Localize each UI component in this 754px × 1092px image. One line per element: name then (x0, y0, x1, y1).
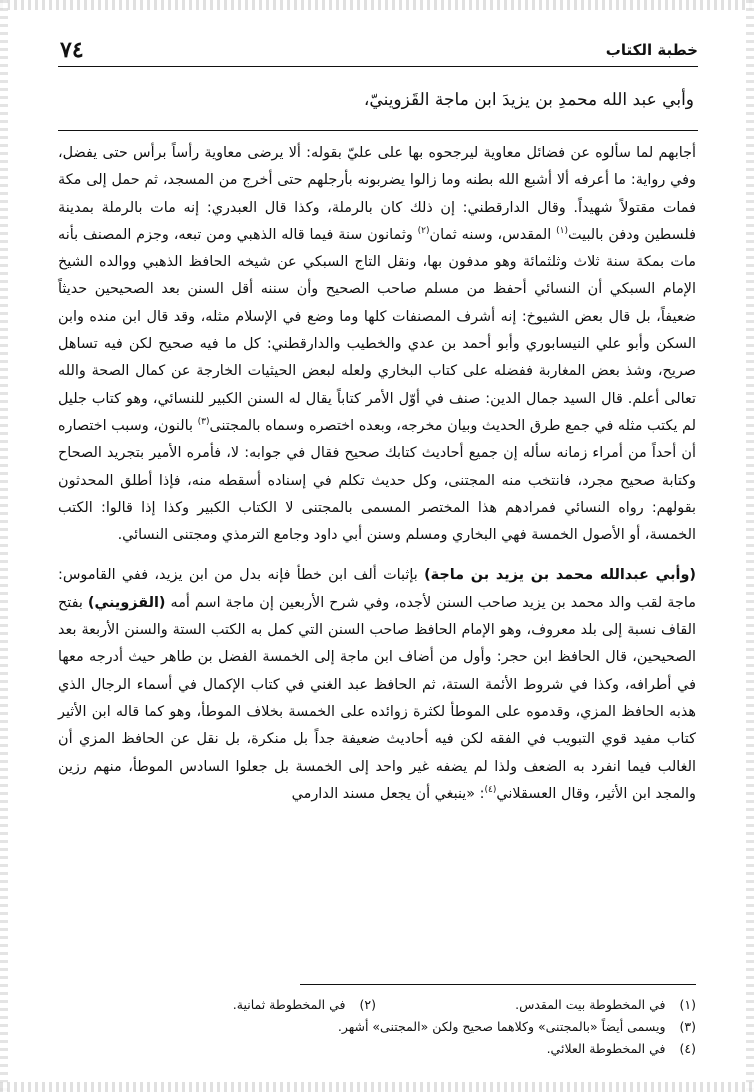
footnote-ref-4: (٤) (484, 785, 497, 796)
main-text-rule (58, 130, 698, 131)
footnote-number: (٢) (359, 996, 376, 1012)
commentary-text: المقدس، وسنه ثمان (429, 226, 557, 243)
commentary-text: بفتح القاف نسبة إلى بلد معروف، وهو الإمام الحافظ صاحب السنن التي كمل به الكتب الستة والسنن الأربعة بعد الصحيحين، قال الحافظ ابن حجر: وأول من أضاف ابن ماجة إلى الخمسة الفضل بن طاهر حيث أدرجه معها في أطرافه، وكذا في شروط الأئمة الستة، ثم الحافظ عبد الغني في كتاب الإكمال في أسماء الرجال الذي هذبه الحافظ المزي، وقدموه على الموطأ لكثرة زوائده على الخمسة بخلاف الموطأ، وهو كما قاله ابن الأثير كتاب مفيد قوي التبويب في الفقه لكن فيه أحاديث ضعيفة جداً بل منكرة، بل نقل عن الحافظ المزي أن الغالب فيما انفرد به الضعف ولذا لم يضفه غير واحد إلى الخمسة بل جعلوا السادس الموطأ، منهم رزين والمجد ابن الأثير، وقال العسقلاني (58, 594, 696, 802)
main-text: وأبي عبد الله محمدِ بن يزيدَ ابن ماجة القَزوينيّ، (363, 90, 694, 110)
footnote-number: (١) (679, 996, 696, 1012)
footnote-text: في المخطوطة العلائي. (546, 1040, 666, 1056)
decorative-border-bottom (0, 1082, 754, 1092)
commentary-text: بإثبات ألف ابن خطأ فإنه بدل من ابن يزيد، ففي القاموس: ماجة لقب والد محمد بن يزيد صاحب السنن لأجده، وفي شرح الأربعين إن ماجة اسم أمه (58, 567, 696, 611)
decorative-border-top (0, 0, 754, 10)
commentary-lemma: (وأبي عبدالله محمد بن يزيد بن ماجة) (424, 567, 696, 584)
commentary-text: أجابهم لما سألوه عن فضائل معاوية ليرجحوه بها على عليّ بقوله: ألا يرضى معاوية رأساً برأس حتى يفضل، وفي رواية: ما أعرفه ألا أشبع الله بطنه وما زالوا يضربونه بأرجلهم حتى أخرج من المسجد، ثم حمل إلى مكة فمات مقتولاً شهيداً. وقال الدارقطني: إن ذلك كان بالرملة، وكذا قال العبدري: إنه مات بالرملة بمدينة فلسطين ودفن بالبيت (58, 145, 696, 243)
commentary-paragraph-2 (58, 562, 696, 808)
footnote-number: (٤) (679, 1040, 696, 1056)
footnote-ref-3: (٣) (197, 417, 210, 428)
footnote-number: (٣) (679, 1018, 696, 1034)
footnote-3 (338, 1019, 696, 1034)
commentary-lemma: (القزويني) (87, 594, 166, 611)
running-title: خطبة الكتاب (605, 41, 698, 59)
footnote-text: في المخطوطة ثمانية. (232, 996, 346, 1012)
decorative-border-left (0, 0, 8, 1092)
footnote-ref-1: (١) (556, 226, 568, 237)
commentary (58, 140, 696, 808)
commentary-text: : «ينبغي أن يجعل مسند الدارمي (291, 785, 485, 802)
footnote-row (58, 1037, 696, 1059)
footnote-4 (547, 1041, 696, 1056)
decorative-border-right (746, 0, 754, 1092)
page-header (60, 34, 698, 66)
footnote-row (58, 993, 696, 1015)
page-number: ٧٤ (60, 37, 84, 63)
commentary-text: بالنون، وسبب اختصاره أن أحداً من أمراء زمانه سأله إن جميع أحاديث كتابك صحيح فقال في جوابه: لا، فأمره الأمير بتجريد الصحاح وكتابة صحيح مجرد، فانتخب منه المجتنى، وكل حديث تكلم في إسناده أسقطه منه، فإذا أطلق المحدثون بقولهم: رواه النسائي فمرادهم هذا المختصر المسمى بالمجتنى لا الكتاب الكبير وكذا إذا قالوا: الكتب الخمسة، أو الأصول الخمسة فهي البخاري ومسلم وسنن أبي داود وجامع الترمذي ومجتنى النسائي. (58, 417, 696, 544)
footnote-1 (376, 997, 696, 1012)
commentary-text: وثمانون سنة فيما قاله الذهبي ومن تبعه، وجزم المصنف بأنه مات بمكة سنة ثلاث وثلثمائة وهو مدفون بها، ونقل التاج السبكي عن شيخه الحافظ الذهبي ووالده الشيخ الإمام السبكي أن النسائي أحفظ من مسلم صاحب الصحيح وأن سننه أقل السنن بعد الصحيحين حديثاً ضعيفاً، بل قال بعض الشيوخ: إنه أشرف المصنفات كلها وما وضع في الإسلام مثله، وقد قال ابن منده وابن السكن وأبو علي النيسابوري وأبو أحمد بن عدي والخطيب والدارقطني: كل ما فيه صحيح لكن فيه تساهل صريح، وشذ بعض المغاربة ففضله على كتاب البخاري ولعله لبعض الحيثيات الخارجة عن كمال الصحة والله تعالى أعلم. قال السيد جمال الدين: صنف في أوّل الأمر كتاباً يقال له السنن الكبير للنسائي، وهو كتاب جليل لم يكتب مثله في جمع طرق الحديث وبيان مخرجه، وبعده اختصره وسماه بالمجتنى (58, 226, 697, 434)
header-rule (58, 66, 698, 67)
footnote-text: في المخطوطة بيت المقدس. (515, 996, 666, 1012)
footnote-2 (233, 997, 376, 1012)
footnote-ref-2: (٢) (417, 226, 430, 237)
footnote-text: ويسمى أيضاً «بالمجتنى» وكلاهما صحيح ولكن «المجتنى» أشهر. (337, 1018, 666, 1034)
footnote-row (58, 1015, 696, 1037)
commentary-paragraph-1 (58, 140, 696, 549)
footnotes (58, 993, 696, 1059)
footnote-rule (300, 984, 696, 985)
